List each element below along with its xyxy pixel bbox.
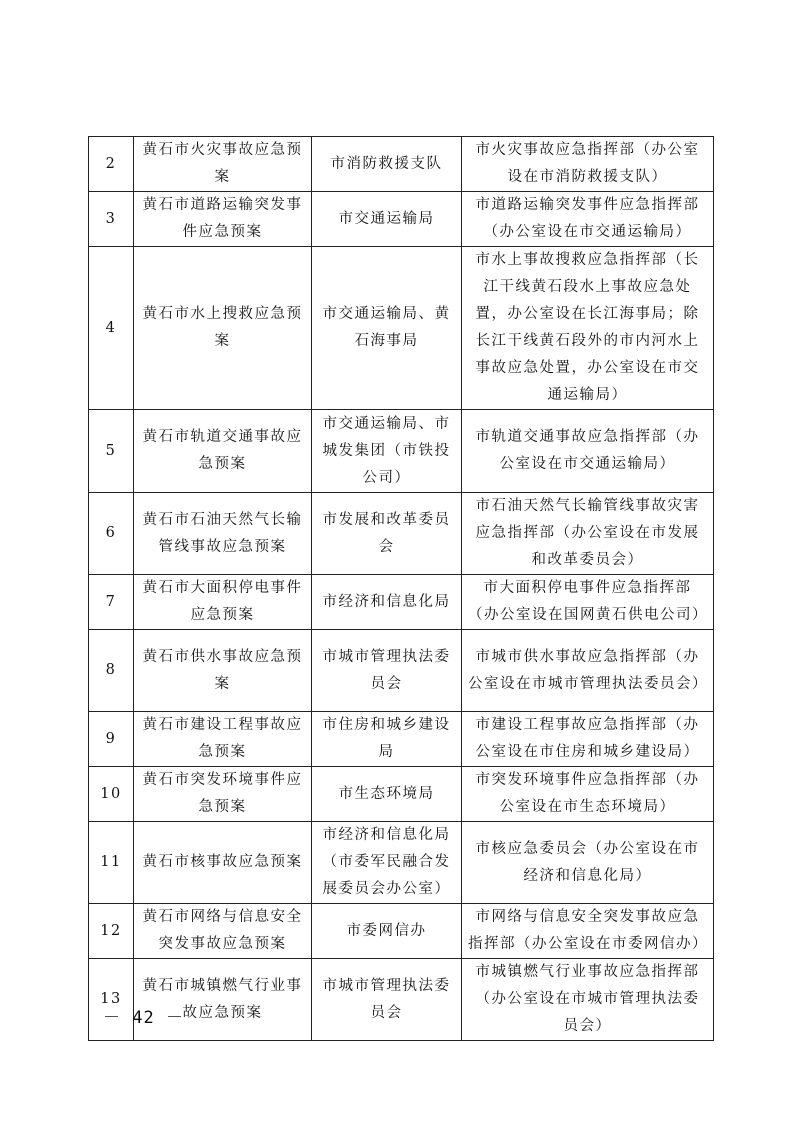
row-number: 9 <box>89 712 134 767</box>
row-number: 10 <box>89 767 134 822</box>
command-headquarters: 市城市供水事故应急指挥部（办公室设在市城市管理执法委员会） <box>462 630 714 712</box>
lead-department: 市消防救援支队 <box>312 137 462 192</box>
row-number: 11 <box>89 822 134 904</box>
plan-name: 黄石市水上搜救应急预案 <box>134 247 312 410</box>
table-row <box>89 192 714 247</box>
lead-department: 市交通运输局、市城发集团（市铁投公司） <box>312 410 462 493</box>
lead-department: 市经济和信息化局（市委军民融合发展委员会办公室） <box>312 822 462 904</box>
plan-name: 黄石市网络与信息安全突发事故应急预案 <box>134 904 312 959</box>
page-number: － 42 － <box>103 1008 184 1028</box>
table-row <box>89 630 714 712</box>
command-headquarters: 市轨道交通事故应急指挥部（办公室设在市交通运输局） <box>462 410 714 493</box>
plan-name: 黄石市轨道交通事故应急预案 <box>134 410 312 493</box>
emergency-plan-table <box>88 136 714 1041</box>
table-row <box>89 959 714 1041</box>
plan-name: 黄石市建设工程事故应急预案 <box>134 712 312 767</box>
lead-department: 市城市管理执法委员会 <box>312 959 462 1041</box>
command-headquarters: 市道路运输突发事件应急指挥部（办公室设在市交通运输局） <box>462 192 714 247</box>
row-number: 6 <box>89 493 134 575</box>
plan-name: 黄石市大面积停电事件应急预案 <box>134 575 312 630</box>
command-headquarters: 市核应急委员会（办公室设在市经济和信息化局） <box>462 822 714 904</box>
row-number: 2 <box>89 137 134 192</box>
command-headquarters: 市城镇燃气行业事故应急指挥部（办公室设在市城市管理执法委员会） <box>462 959 714 1041</box>
row-number: 4 <box>89 247 134 410</box>
lead-department: 市城市管理执法委员会 <box>312 630 462 712</box>
lead-department: 市发展和改革委员会 <box>312 493 462 575</box>
plan-name: 黄石市城镇燃气行业事故应急预案 <box>134 959 312 1041</box>
command-headquarters: 市网络与信息安全突发事故应急指挥部（办公室设在市委网信办） <box>462 904 714 959</box>
plan-name: 黄石市道路运输突发事件应急预案 <box>134 192 312 247</box>
plan-name: 黄石市石油天然气长输管线事故应急预案 <box>134 493 312 575</box>
command-headquarters: 市大面积停电事件应急指挥部（办公室设在国网黄石供电公司） <box>462 575 714 630</box>
lead-department: 市生态环境局 <box>312 767 462 822</box>
table-row <box>89 247 714 410</box>
table-row <box>89 712 714 767</box>
table-row <box>89 822 714 904</box>
table-row <box>89 575 714 630</box>
command-headquarters: 市火灾事故应急指挥部（办公室设在市消防救援支队） <box>462 137 714 192</box>
plan-name: 黄石市火灾事故应急预案 <box>134 137 312 192</box>
row-number: 3 <box>89 192 134 247</box>
lead-department: 市经济和信息化局 <box>312 575 462 630</box>
table-row <box>89 767 714 822</box>
command-headquarters: 市石油天然气长输管线事故灾害应急指挥部（办公室设在市发展和改革委员会） <box>462 493 714 575</box>
command-headquarters: 市建设工程事故应急指挥部（办公室设在市住房和城乡建设局） <box>462 712 714 767</box>
plan-name: 黄石市突发环境事件应急预案 <box>134 767 312 822</box>
table-row <box>89 137 714 192</box>
command-headquarters: 市突发环境事件应急指挥部（办公室设在市生态环境局） <box>462 767 714 822</box>
lead-department: 市交通运输局 <box>312 192 462 247</box>
lead-department: 市住房和城乡建设局 <box>312 712 462 767</box>
plan-name: 黄石市供水事故应急预案 <box>134 630 312 712</box>
lead-department: 市委网信办 <box>312 904 462 959</box>
row-number: 7 <box>89 575 134 630</box>
lead-department: 市交通运输局、黄石海事局 <box>312 247 462 410</box>
row-number: 8 <box>89 630 134 712</box>
table-row <box>89 410 714 493</box>
command-headquarters: 市水上事故搜救应急指挥部（长江干线黄石段水上事故应急处置，办公室设在长江海事局；除长江干线黄石段外的市内河水上事故应急处置，办公室设在市交通运输局） <box>462 247 714 410</box>
table-row <box>89 493 714 575</box>
row-number: 5 <box>89 410 134 493</box>
plan-name: 黄石市核事故应急预案 <box>134 822 312 904</box>
row-number: 13 <box>89 959 134 1041</box>
row-number: 12 <box>89 904 134 959</box>
table-row <box>89 904 714 959</box>
